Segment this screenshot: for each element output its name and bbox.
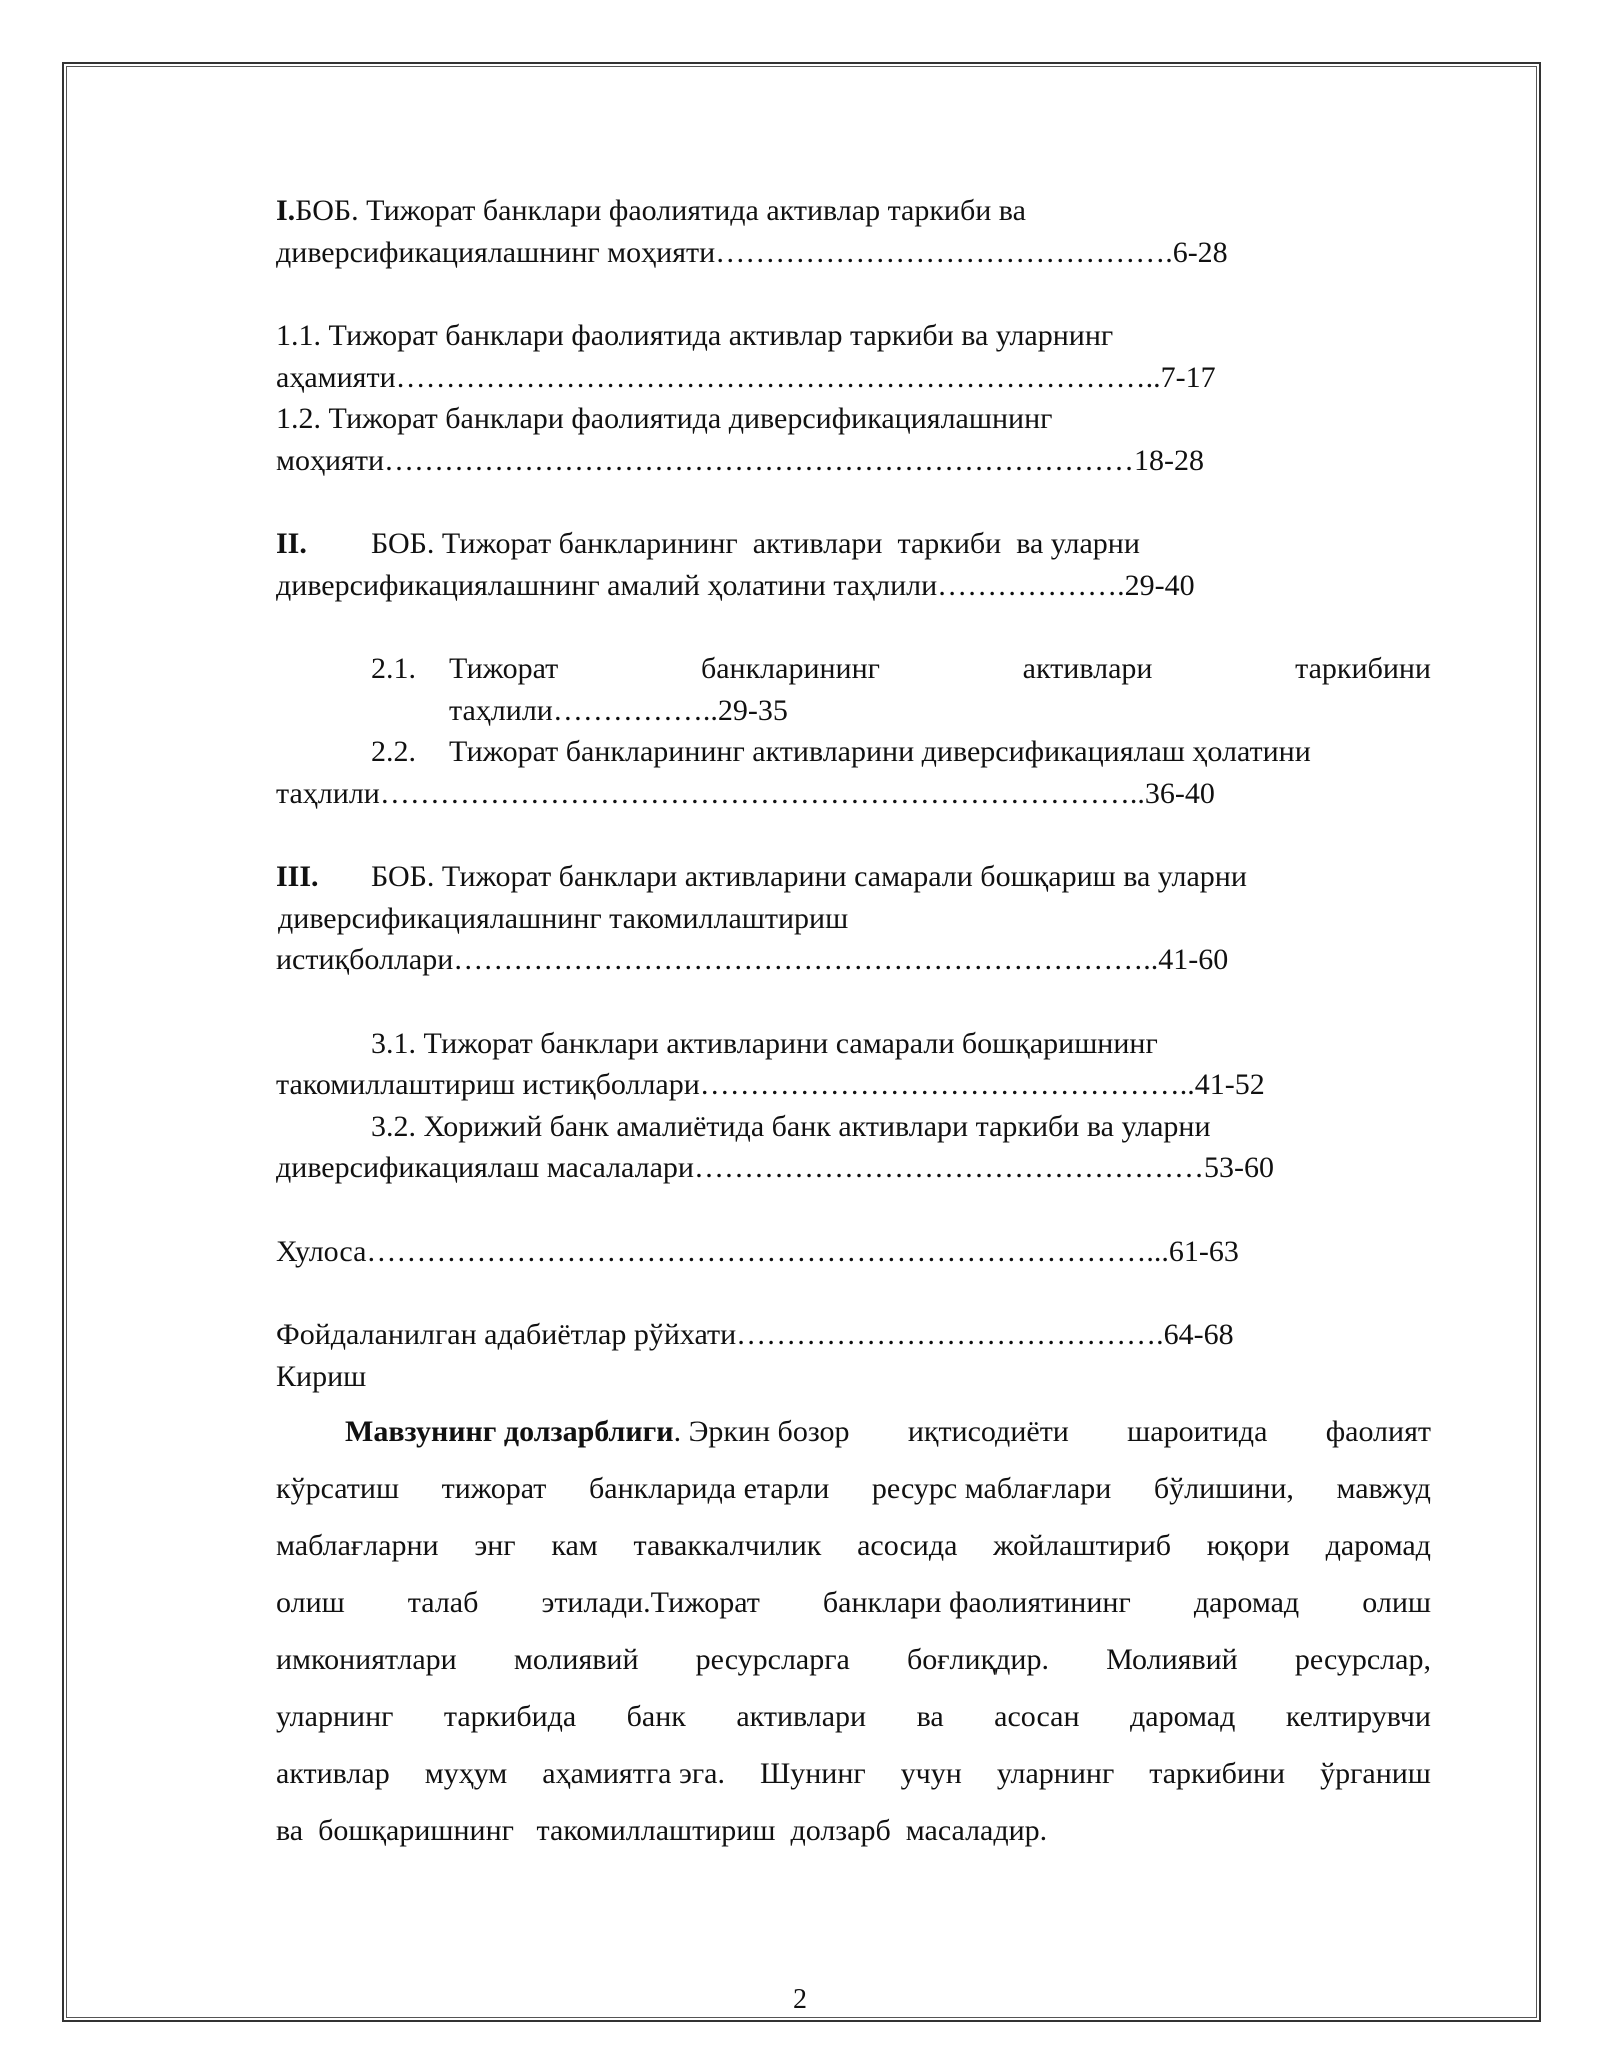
para-word: асосида (857, 1529, 958, 1562)
para-word: энг (474, 1529, 516, 1562)
para-word: кам (551, 1529, 598, 1562)
para-word: муҳум (424, 1757, 508, 1790)
para-word: молиявий (513, 1643, 639, 1676)
chapter-number: II. (276, 527, 307, 560)
para-word: жойлаштириб (993, 1529, 1172, 1562)
chapter-title: Тижорат банклари фаолиятида активлар таркиби ва (358, 194, 1026, 227)
chapter-title: Тижорат банклари активларини самарали бошқариш ва уларни (434, 860, 1247, 893)
para-word: юқори (1206, 1529, 1290, 1562)
section-title-cont: таҳлили……………..29-35 (449, 693, 788, 727)
para-word: активлар (276, 1757, 390, 1790)
para-word: кўрсатиш (276, 1472, 400, 1505)
section-word: таркибини (1295, 652, 1431, 685)
toc-chapter-1 (276, 190, 1431, 273)
para-word: Шунинг (759, 1757, 866, 1790)
para-line (276, 1631, 1431, 1688)
section-word: Тижорат (449, 652, 559, 685)
section-title: Тижорат банкларининг активларини диверсификациялаш ҳолатини (449, 735, 1311, 768)
para-line (276, 1517, 1431, 1574)
section-number: 2.1. (371, 652, 416, 685)
chapter-label: БОБ. (295, 194, 359, 227)
intro-paragraph (276, 1403, 1431, 1859)
chapter-title: Тижорат банкларининг активлари таркиби ва уларни (434, 527, 1140, 560)
para-word: банклари фаолиятининг (822, 1586, 1131, 1619)
para-lead: Мавзунинг долзарблиги (345, 1415, 674, 1448)
chapter-title-cont: диверсификациялашнинг такомиллаштириш (278, 901, 849, 935)
para-word: банк (626, 1700, 686, 1733)
chapter-title-cont: диверсификациялашнинг амалий ҳолатини таҳлили……………….29-40 (276, 568, 1195, 602)
toc-section-2-1 (276, 648, 1431, 731)
para-word: уларнинг (276, 1700, 394, 1733)
para-word: даромад (1130, 1700, 1236, 1733)
para-word: мавжуд (1336, 1472, 1431, 1505)
toc-chapter-3 (276, 856, 1431, 981)
chapter-title-cont: истиқболлари……………………………………………………………..41-60 (276, 943, 1229, 976)
para-word: тижорат (441, 1472, 547, 1505)
para-line (276, 1403, 1431, 1460)
para-word: ресурс маблағлари (871, 1472, 1112, 1505)
para-word: ўрганиш (1320, 1757, 1431, 1790)
para-word: ресурсларга (695, 1643, 850, 1676)
toc-section-1-1 (276, 315, 1431, 398)
para-line (276, 1745, 1431, 1802)
para-word: ва (916, 1700, 944, 1733)
section-word: активлари (1022, 652, 1153, 685)
toc-section-3-1 (276, 1023, 1431, 1106)
para-word: учун (900, 1757, 962, 1790)
chapter-number: III. (276, 860, 319, 893)
para-word: ресурслар, (1294, 1643, 1431, 1676)
section-word: банкларининг (700, 652, 880, 685)
document-body (276, 190, 1431, 1859)
para-word: аҳамиятга эга. (542, 1757, 725, 1790)
toc-section-2-2 (276, 731, 1431, 814)
toc-conclusion: Хулоса……………………………………………………………………...61-63 (276, 1234, 1239, 1268)
para-word: келтирувчи (1285, 1700, 1431, 1733)
para-word: таркибини (1149, 1757, 1286, 1790)
para-word: бўлишини, (1153, 1472, 1294, 1505)
para-line (276, 1574, 1431, 1631)
para-word: маблағларни (276, 1529, 439, 1562)
para-word: уларнинг (996, 1757, 1115, 1790)
para-word: боғлиқдир. (906, 1643, 1049, 1676)
section-title-cont: диверсификациялаш масалалари……………………………………………53-60 (276, 1151, 1274, 1184)
para-word: олиш (1362, 1586, 1431, 1619)
para-word: Молиявий (1106, 1643, 1238, 1676)
section-title: 1.1. Тижорат банклари фаолиятида активлар таркиби ва уларнинг (276, 319, 1114, 352)
para-word: таваккалчилик (633, 1529, 822, 1562)
para-word: даромад (1325, 1529, 1431, 1562)
section-title-cont: аҳамияти…………………………………………………………………..7-17 (276, 360, 1216, 394)
section-title-cont: таҳлили…………………………………………………………………..36-40 (276, 776, 1215, 810)
para-word: талаб (407, 1586, 479, 1619)
para-word: шароитида (1127, 1415, 1268, 1448)
para-word: асосан (994, 1700, 1080, 1733)
para-word: таркибида (443, 1700, 577, 1733)
chapter-label: БОБ. (371, 527, 435, 560)
page-number: 2 (793, 1984, 807, 2015)
chapter-title-cont: диверсификациялашнинг моҳияти……………………………………….6-28 (276, 235, 1228, 269)
para-word: олиш (276, 1586, 345, 1619)
section-title-cont: такомиллаштириш истиқболлари…………………………………………..41-52 (276, 1068, 1265, 1101)
toc-section-3-2 (276, 1106, 1431, 1189)
para-word: . Эркин бозор (673, 1415, 850, 1448)
para-word: имкониятлари (276, 1643, 457, 1676)
section-title: 1.2. Тижорат банклари фаолиятида диверсификациялашнинг (276, 402, 1053, 435)
para-word: фаолият (1325, 1415, 1431, 1448)
para-word: этилади.Тижорат (541, 1586, 760, 1619)
section-title: 3.2. Хорижий банк амалиётида банк активлари таркиби ва уларни (371, 1109, 1211, 1143)
intro-heading: Кириш (276, 1359, 367, 1393)
toc-references: Фойдаланилган адабиётлар рўйхати…………………………………….64-68 (276, 1318, 1234, 1351)
section-title-cont: моҳияти…………………………………………………………………18-28 (276, 443, 1204, 477)
section-number: 2.2. (371, 735, 416, 768)
toc-section-1-2 (276, 398, 1431, 481)
toc-chapter-2 (276, 523, 1431, 606)
para-line (276, 1460, 1431, 1517)
chapter-number: I. (276, 194, 296, 227)
para-line (276, 1688, 1431, 1745)
para-word: иқтисодиёти (907, 1415, 1069, 1448)
para-last-line: ва бошқаришнинг такомиллаштириш долзарб масаладир. (276, 1814, 1048, 1847)
chapter-label: БОБ. (371, 860, 435, 893)
section-title: 3.1. Тижорат банклари активларини самарали бошқаришнинг (371, 1026, 1158, 1060)
para-word: даромад (1193, 1586, 1300, 1619)
para-word: банкларида етарли (588, 1472, 830, 1505)
para-word: активлари (736, 1700, 867, 1733)
